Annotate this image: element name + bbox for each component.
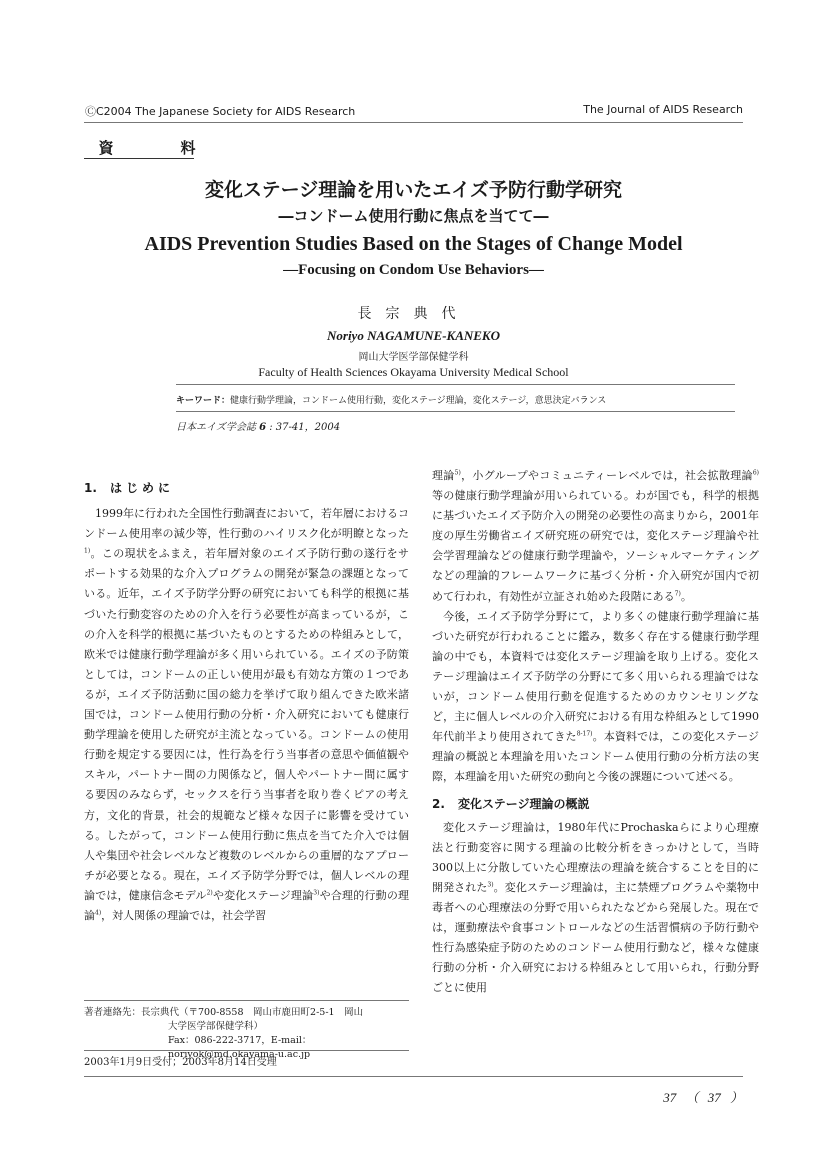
keywords-rule-top [176, 384, 735, 385]
body-column-left [84, 478, 409, 926]
title-english: AIDS Prevention Studies Based on the Stages of Change Model [144, 233, 683, 255]
running-header-left: ⒸC2004 The Japanese Society for AIDS Research [85, 105, 356, 118]
running-header-right: The Journal of AIDS Research [583, 103, 743, 116]
section-1-heading [84, 478, 409, 498]
section-1-title: はじめに [110, 481, 175, 495]
section-tag [98, 137, 198, 158]
page-number: 37 （ 37 ） [663, 1090, 743, 1105]
citation: 2) [206, 889, 213, 897]
affiliation-english: Faculty of Health Sciences Okayama University Medical School [258, 365, 569, 379]
header-rule [84, 122, 743, 123]
subtitle-english: ―Focusing on Condom Use Behaviors― [283, 262, 544, 278]
author-english: Noriyo NAGAMUNE-KANEKO [327, 328, 500, 343]
section-2-title: 変化ステージ理論の概説 [458, 796, 590, 811]
footnote-line-3: Fax：086-222-3717，E-mail：noriyok@md.okayama-u.ac.jp [168, 1035, 312, 1060]
journal-reference [176, 418, 340, 433]
citation: 8-17) [576, 730, 593, 738]
subtitle-japanese: ―コンドーム使用行動に焦点を当てて― [278, 207, 549, 225]
citation: 1) [84, 547, 91, 555]
body-column-right [432, 466, 759, 998]
section-2-heading [432, 794, 759, 814]
footnote-line-2: 大学医学部保健学科） [168, 1021, 264, 1032]
citation: 7) [674, 589, 681, 597]
title-japanese: 変化ステージ理論を用いたエイズ予防行動学研究 [204, 179, 623, 201]
author-japanese: 長宗典代 [357, 306, 470, 322]
section-1-paragraph-2: 今後，エイズ予防学分野にて，より多くの健康行動学理論に基づいた研究が行われることに鑑み，数多く存在する健康行動学理論の中でも，本資料では変化ステージ理論を取り上げる。変化ステージ理論はエイズ予防学の分野にて多く用いられる理論ではないが，コンドーム使用行動を促進するためのカウンセリングなど，主に個人レベルの介入研究における有用な枠組みとして1990年代前半より使用されてきた$^{8-17)}$。本資料では，この変化ステージ理論の概説と本理論を用いたコンドーム使用行動の分析方法の実際，本理論を用いた研究の動向と今後の課題について述べる。 [432, 609, 760, 784]
keywords-rule-bottom [176, 411, 735, 412]
footer-rule [84, 1076, 743, 1077]
journal-volume: 6 [259, 422, 267, 433]
section-tag-char-2: 料 [180, 139, 198, 157]
footnote-line-1: 著者連絡先：長宗典代（〒700-8558 岡山市鹿田町2-5-1 岡山 [84, 1007, 364, 1018]
citation: 3) [313, 889, 320, 897]
section-2-number: 2. [432, 796, 445, 811]
citation: 3) [487, 881, 494, 889]
citation: 4) [95, 909, 102, 917]
footnote-rule-bottom [84, 1050, 409, 1051]
received-dates: 2003年1月9日受付；2003年8月14日受理 [84, 1057, 277, 1068]
journal-name: 日本エイズ学会誌 [176, 422, 256, 433]
journal-pages: : 37-41，2004 [269, 422, 341, 433]
section-2-paragraph-1: 変化ステージ理論は，1980年代にProchaskaらにより心理療法と行動変容に関する理論の比較分析をきっかけとして，当時300以上に分散していた心理療法の理論を統合することを目的に開発された$^{3)}$。変化ステージ理論は，主に禁煙プログラムや薬物中毒者への心理療法の分野で用いられたなどから発展した。現在では，運動療法や食事コントロールなどの生活習慣病の予防行動や性行為感染症予防のためのコンドーム使用行動など，様々な健康行動の分析・介入研究における枠組みとして用いられ，行動分野ごとに使用 [432, 820, 760, 995]
citation: 6) [752, 469, 760, 477]
footnote-rule [84, 1000, 409, 1001]
keywords-label: キーワード： [176, 396, 231, 406]
section-1-number: 1. [84, 481, 97, 495]
section-tag-rule [84, 158, 194, 159]
keywords [176, 393, 606, 406]
citation: 5) [454, 469, 461, 477]
section-tag-char-1: 資 [98, 139, 116, 157]
section-1-paragraph-1-continued: 理論$^{5)}$，小グループやコミュニティーレベルでは，社会拡散理論$^{6)}$等の健康行動学理論が用いられている。わが国でも，科学的根拠に基づいたエイズ予防介入の開発の必要性の高まりから，2001年度の厚生労働省エイズ研究班の研究では，変化ステージ理論や社会学習理論などの健康行動学理論や，ソーシャルマーケティングなどの理論的フレームワークに基づく分析・介入研究が国内で初めて行われ，有効性が立証され始めた段階にある$^{7)}$。 [432, 469, 760, 603]
affiliation-japanese: 岡山大学医学部保健学科 [358, 352, 469, 363]
keywords-text: 健康行動学理論，コンドーム使用行動，変化ステージ理論，変化ステージ，意思決定バランス [230, 396, 607, 406]
section-1-paragraph-1: 1999年に行われた全国性行動調査において，若年層におけるコンドーム使用率の減少等，性行動のハイリスク化が明瞭となった$^{1)}$。この現状をふまえ，若年層対象のエイズ予防行動の遂行をサポートする効果的な介入プログラムの開発が緊急の課題となっている。近年，エイズ予防学分野の研究においても科学的根拠に基づいた行動変容のための介入を行う必要性が高まっているが，この介入を科学的根拠に基づいたものとするための枠組みとして，欧米では健康行動学理論が多く用いられている。エイズの予防策としては，コンドームの正しい使用が最も有効な方策の１つであるが，エイズ予防活動に国の総力を挙げて取り組んできた欧米諸国では，コンドーム使用行動の分析・介入研究においても健康行動学理論を使用した研究が主流となっている。コンドームの使用行動を規定する要因には，性行為を行う当事者の意思や価値観やスキル，パートナー間の力関係など，個人やパートナー間に属する要因のみならず，セックスを行う当事者を取り巻くピアの考え方，文化的背景，社会的規範など様々な因子に影響を受けている。したがって，コンドーム使用行動に焦点を当てた介入では個人や集団や社会レベルなど複数のレベルからの重層的なアプローチが必要となる。現在，エイズ予防学分野では，個人レベルの理論では，健康信念モデル$^{2)}$や変化ステージ理論$^{3)}$や合理的行動の理論$^{4)}$，対人関係の理論では，社会学習 [84, 507, 410, 922]
